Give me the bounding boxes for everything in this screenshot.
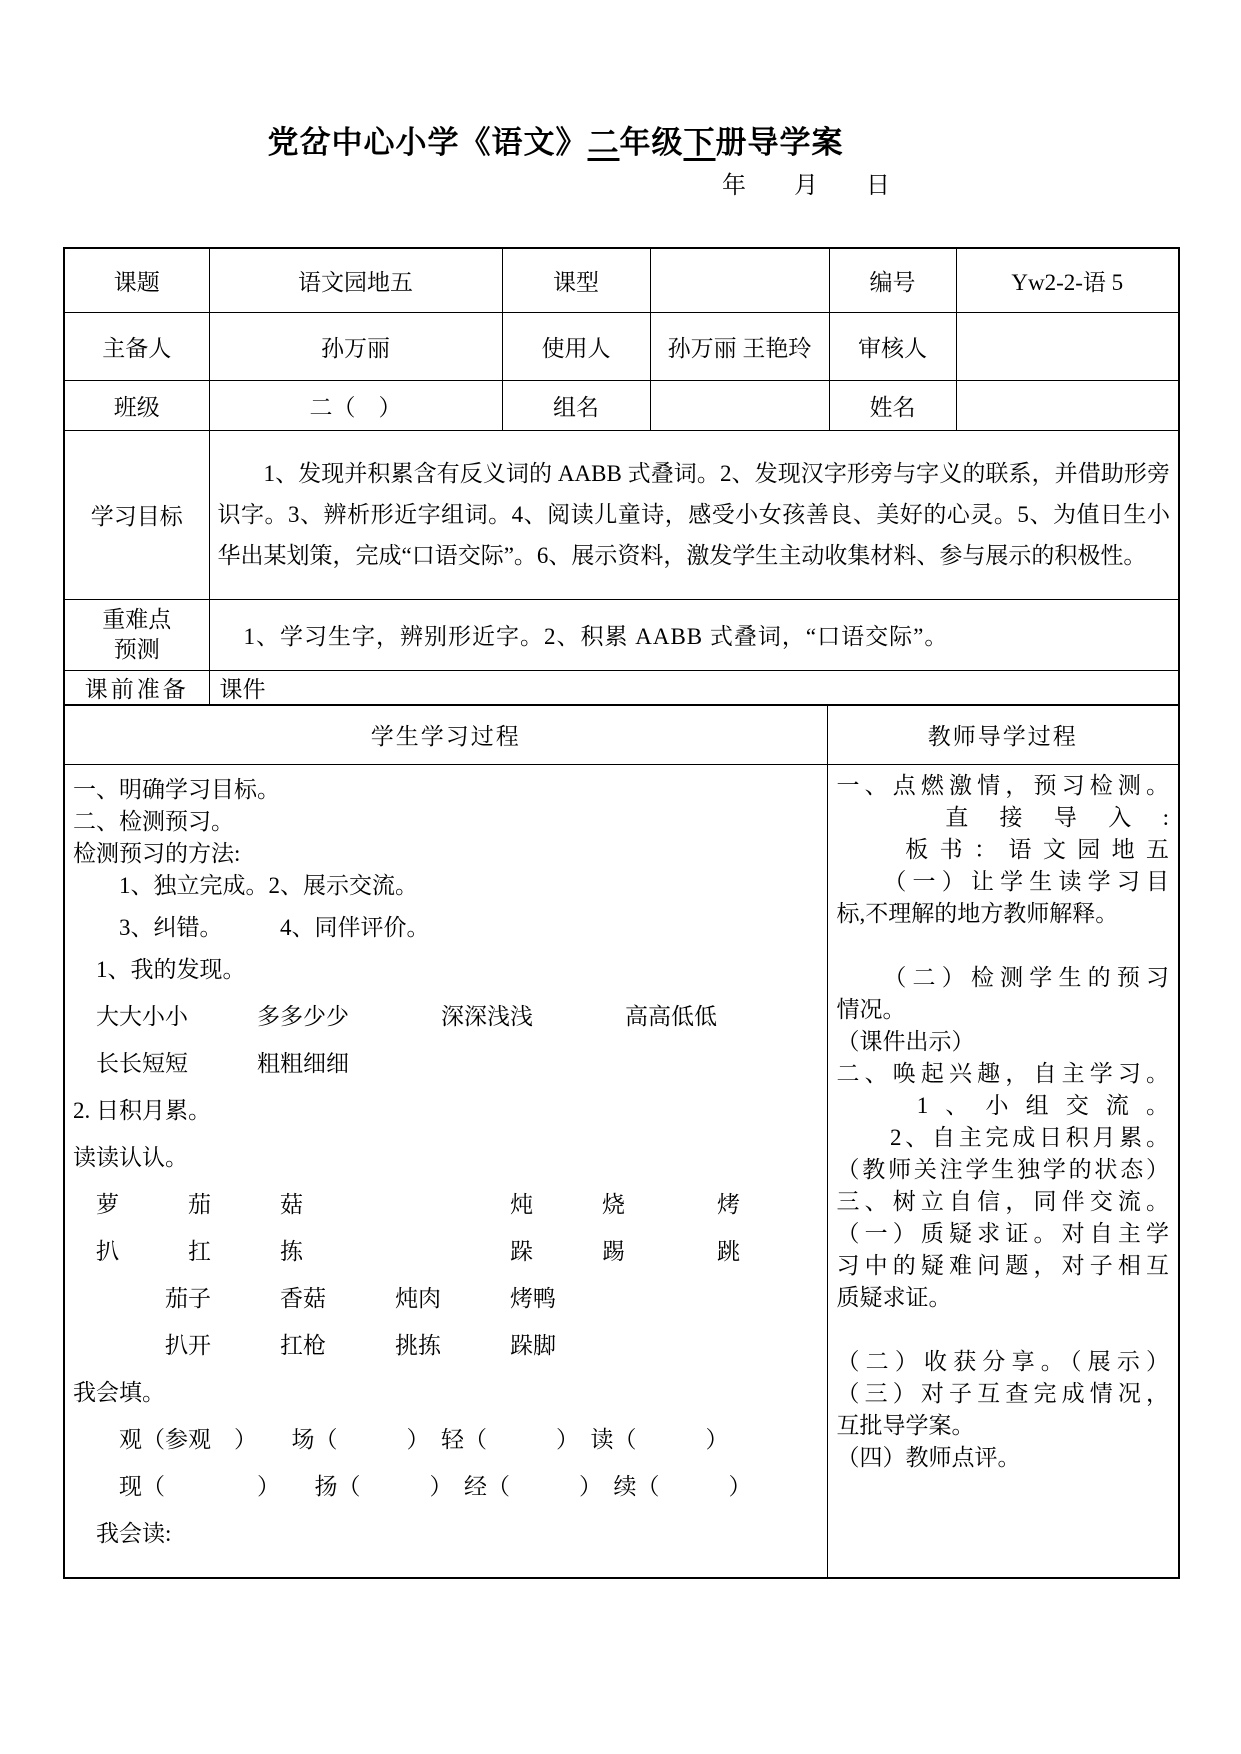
text-line: （课件出示） [836, 1028, 975, 1054]
date-line: 年 月 日 [722, 173, 890, 199]
text-line: 观（参观 ） 场（ ） 轻（ ） 读（ ） [73, 1426, 729, 1452]
text-line: 直接导入: [836, 804, 1169, 830]
class-value-cell: 二（ ） [209, 380, 502, 430]
teacher-process-header: 教师导学过程 [827, 706, 1178, 764]
lesson-plan-table [63, 247, 1180, 1579]
student-process-column [65, 764, 827, 1577]
text-line: 扒开 扛枪 挑拣 跺脚 [73, 1332, 556, 1358]
table-row [65, 312, 1178, 380]
text-line: 2. 日积月累。 [73, 1097, 211, 1123]
lesson-type-value-cell [650, 249, 829, 312]
title-segment: 年级 [619, 125, 684, 160]
text-line: 质疑求证。 [836, 1284, 952, 1310]
text-line [837, 1317, 1170, 1349]
preparation-label-cell: 课前准备 [65, 670, 209, 704]
text-line: （三）对子互查完成情况， [836, 1380, 1169, 1406]
text-line: 茄子 香菇 炖肉 烤鸭 [73, 1285, 556, 1311]
process-section [65, 704, 1178, 1577]
group-value-cell [650, 380, 829, 430]
text-line: 萝 茄 菇 炖 烧 烤 [73, 1191, 740, 1217]
table-row [65, 764, 1178, 1577]
title-underlined-char: 二 [587, 125, 620, 160]
text-line: （二）收获分享。（展示） [836, 1348, 1169, 1374]
text-line: 标,不理解的地方教师解释。 [836, 900, 1119, 926]
reviewer-label-cell: 审核人 [829, 312, 956, 380]
text-line: 我会读: [73, 1520, 172, 1546]
user-label-cell: 使用人 [502, 312, 650, 380]
text-line: 三、树立自信，同伴交流。 [836, 1188, 1169, 1214]
name-value-cell [956, 380, 1178, 430]
keypoints-label-line: 预测 [113, 636, 160, 662]
text-line: （一）让学生读学习目 [836, 868, 1169, 894]
text-line: 二、唤起兴趣，自主学习。 [836, 1060, 1169, 1086]
name-label-cell: 姓名 [829, 380, 956, 430]
class-label-cell: 班级 [65, 380, 209, 430]
text-line: 习中的疑难问题，对子相互 [836, 1252, 1169, 1278]
document-header [63, 0, 1180, 204]
topic-label-cell: 课题 [65, 249, 209, 312]
text-line: 1、独立完成。2、展示交流。 [73, 872, 418, 898]
text-line: 大大小小 多多少少 深深浅浅 高高低低 [73, 1003, 717, 1029]
title-segment: 党岔中心小学《语文》 [267, 125, 588, 160]
user-value-cell: 孙万丽 王艳玲 [650, 312, 829, 380]
number-label-cell: 编号 [829, 249, 956, 312]
keypoints-text: 1、学习生字，辨别形近字。2、积累 AABB 式叠词，“口语交际”。 [209, 599, 1178, 670]
text-line: 2、自主完成日积月累。 [836, 1124, 1169, 1150]
title-segment: 册导学案 [715, 125, 844, 160]
table-row [65, 380, 1178, 430]
table-row [65, 670, 1178, 704]
number-value-cell: Yw2-2-语 5 [956, 249, 1178, 312]
text-line: 长长短短 粗粗细细 [73, 1050, 349, 1076]
text-line: 我会填。 [73, 1379, 165, 1405]
text-line: （一）质疑求证。对自主学 [836, 1220, 1169, 1246]
text-line: 扒 扛 拣 跺 踢 跳 [73, 1238, 740, 1264]
text-line: 一、明确学习目标。 [73, 776, 280, 802]
text-line: 读读认认。 [73, 1144, 188, 1170]
lesson-type-label-cell: 课型 [502, 249, 650, 312]
text-line: （二）检测学生的预习 [836, 964, 1169, 990]
text-line: 检测预习的方法: [73, 840, 241, 866]
title-underlined-char: 下 [683, 125, 716, 160]
table-row [65, 249, 1178, 312]
text-line: 二、检测预习。 [73, 808, 234, 834]
text-line: 3、纠错。 4、同伴评价。 [73, 914, 430, 940]
text-line: 1、我的发现。 [73, 956, 246, 982]
text-line: 1、小组交流。 [836, 1092, 1169, 1118]
text-line: 互批导学案。 [836, 1412, 975, 1438]
student-process-header: 学生学习过程 [65, 706, 827, 764]
preparation-text: 课件 [209, 670, 1178, 704]
preparer-value-cell: 孙万丽 [209, 312, 502, 380]
goals-label-cell: 学习目标 [65, 430, 209, 599]
text-line: 板书：语文园地五 [836, 836, 1169, 862]
keypoints-label-line: 重难点 [102, 606, 172, 632]
goals-text: 1、发现并积累含有反义词的 AABB 式叠词。2、发现汉字形旁与字义的联系，并借助形旁识字。3、辨析形近字组词。4、阅读儿童诗，感受小女孩善良、美好的心灵。5、为值日生小华出某划策，完成“口语交际”。6、展示资料，激发学生主动收集材料、参与展示的积极性。 [209, 430, 1178, 599]
text-line [837, 933, 1170, 965]
process-table [65, 706, 1178, 1577]
preparer-label-cell: 主备人 [65, 312, 209, 380]
page-title [0, 120, 1114, 166]
table-row [65, 706, 1178, 764]
topic-value-cell: 语文园地五 [209, 249, 502, 312]
text-line: （教师关注学生独学的状态） [836, 1156, 1169, 1182]
table-row [65, 599, 1178, 670]
info-table [65, 249, 1178, 704]
keypoints-label-cell [65, 599, 209, 670]
teacher-process-column [827, 764, 1178, 1577]
text-line: 情况。 [836, 996, 906, 1022]
table-row [65, 430, 1178, 599]
text-line: （四）教师点评。 [836, 1444, 1021, 1470]
reviewer-value-cell [956, 312, 1178, 380]
text-line: 一、点燃激情，预习检测。 [836, 772, 1169, 798]
group-label-cell: 组名 [502, 380, 650, 430]
text-line: 现（ ） 扬（ ） 经（ ） 续（ ） [73, 1473, 752, 1499]
